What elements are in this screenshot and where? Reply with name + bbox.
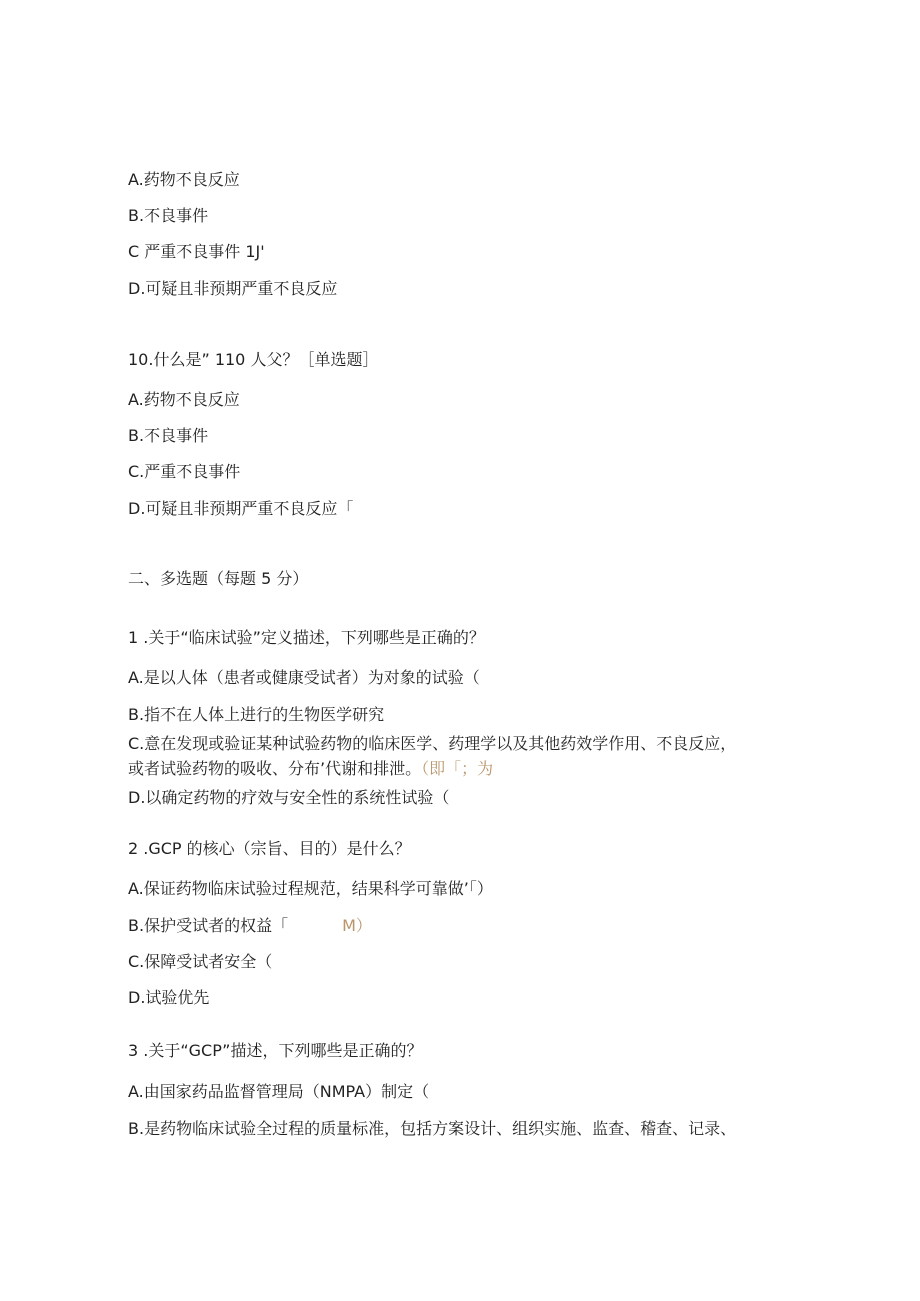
q10-option-d: D.可疑且非预期严重不良反应「 bbox=[128, 499, 354, 518]
m2-option-b bbox=[128, 915, 372, 937]
q10-option-a: A.药物不良反应 bbox=[128, 390, 240, 409]
m2-option-a: A.保证药物临床试验过程规范，结果科学可靠做’「） bbox=[128, 879, 493, 898]
m1-option-b: B.指不在人体上进行的生物医学研究 bbox=[128, 705, 385, 724]
m2-option-c: C.保障受试者安全（ bbox=[128, 952, 273, 971]
m3-option-a: A.由国家药品监督管理局（NMPA）制定（ bbox=[128, 1082, 430, 1101]
q9-option-d: D.可疑且非预期严重不良反应 bbox=[128, 279, 338, 298]
m1-question: 1 .关于“临床试验”定义描述，下列哪些是正确的？ bbox=[128, 628, 485, 647]
m2-option-d: D.试验优先 bbox=[128, 988, 210, 1007]
m2-option-b-annotation: M） bbox=[342, 916, 372, 935]
q10-option-b: B.不良事件 bbox=[128, 426, 209, 445]
q9-option-a: A.药物不良反应 bbox=[128, 170, 240, 189]
section2-title: 二、多选题（每题 5 分） bbox=[128, 569, 309, 588]
q9-option-b: B.不良事件 bbox=[128, 206, 209, 225]
q10-question: 10.什么是” 110 人父？［单选题］ bbox=[128, 350, 379, 369]
m1-option-c-continued bbox=[128, 758, 493, 780]
m1-option-c: C.意在发现或验证某种试验药物的临床医学、药理学以及其他药效学作用、不良反应， bbox=[128, 734, 737, 753]
m2-option-b-text: B.保护受试者的权益「 bbox=[128, 916, 289, 935]
q10-option-c: C.严重不良事件 bbox=[128, 462, 241, 481]
m1-option-a: A.是以人体（患者或健康受试者）为对象的试验（ bbox=[128, 668, 480, 687]
q9-option-c: C 严重不良事件 1J' bbox=[128, 242, 265, 261]
m1-option-c-text: 或者试验药物的吸收、分布’代谢和排泄。 bbox=[128, 759, 422, 778]
m1-option-c-annotation: （即「；为 bbox=[421, 759, 494, 778]
m3-question: 3 .关于“GCP”描述，下列哪些是正确的？ bbox=[128, 1041, 423, 1060]
m2-question: 2 .GCP 的核心（宗旨、目的）是什么？ bbox=[128, 839, 411, 858]
m3-option-b: B.是药物临床试验全过程的质量标准，包括方案设计、组织实施、监查、稽查、记录、 bbox=[128, 1119, 737, 1138]
m1-option-d: D.以确定药物的疗效与安全性的系统性试验（ bbox=[128, 788, 450, 807]
